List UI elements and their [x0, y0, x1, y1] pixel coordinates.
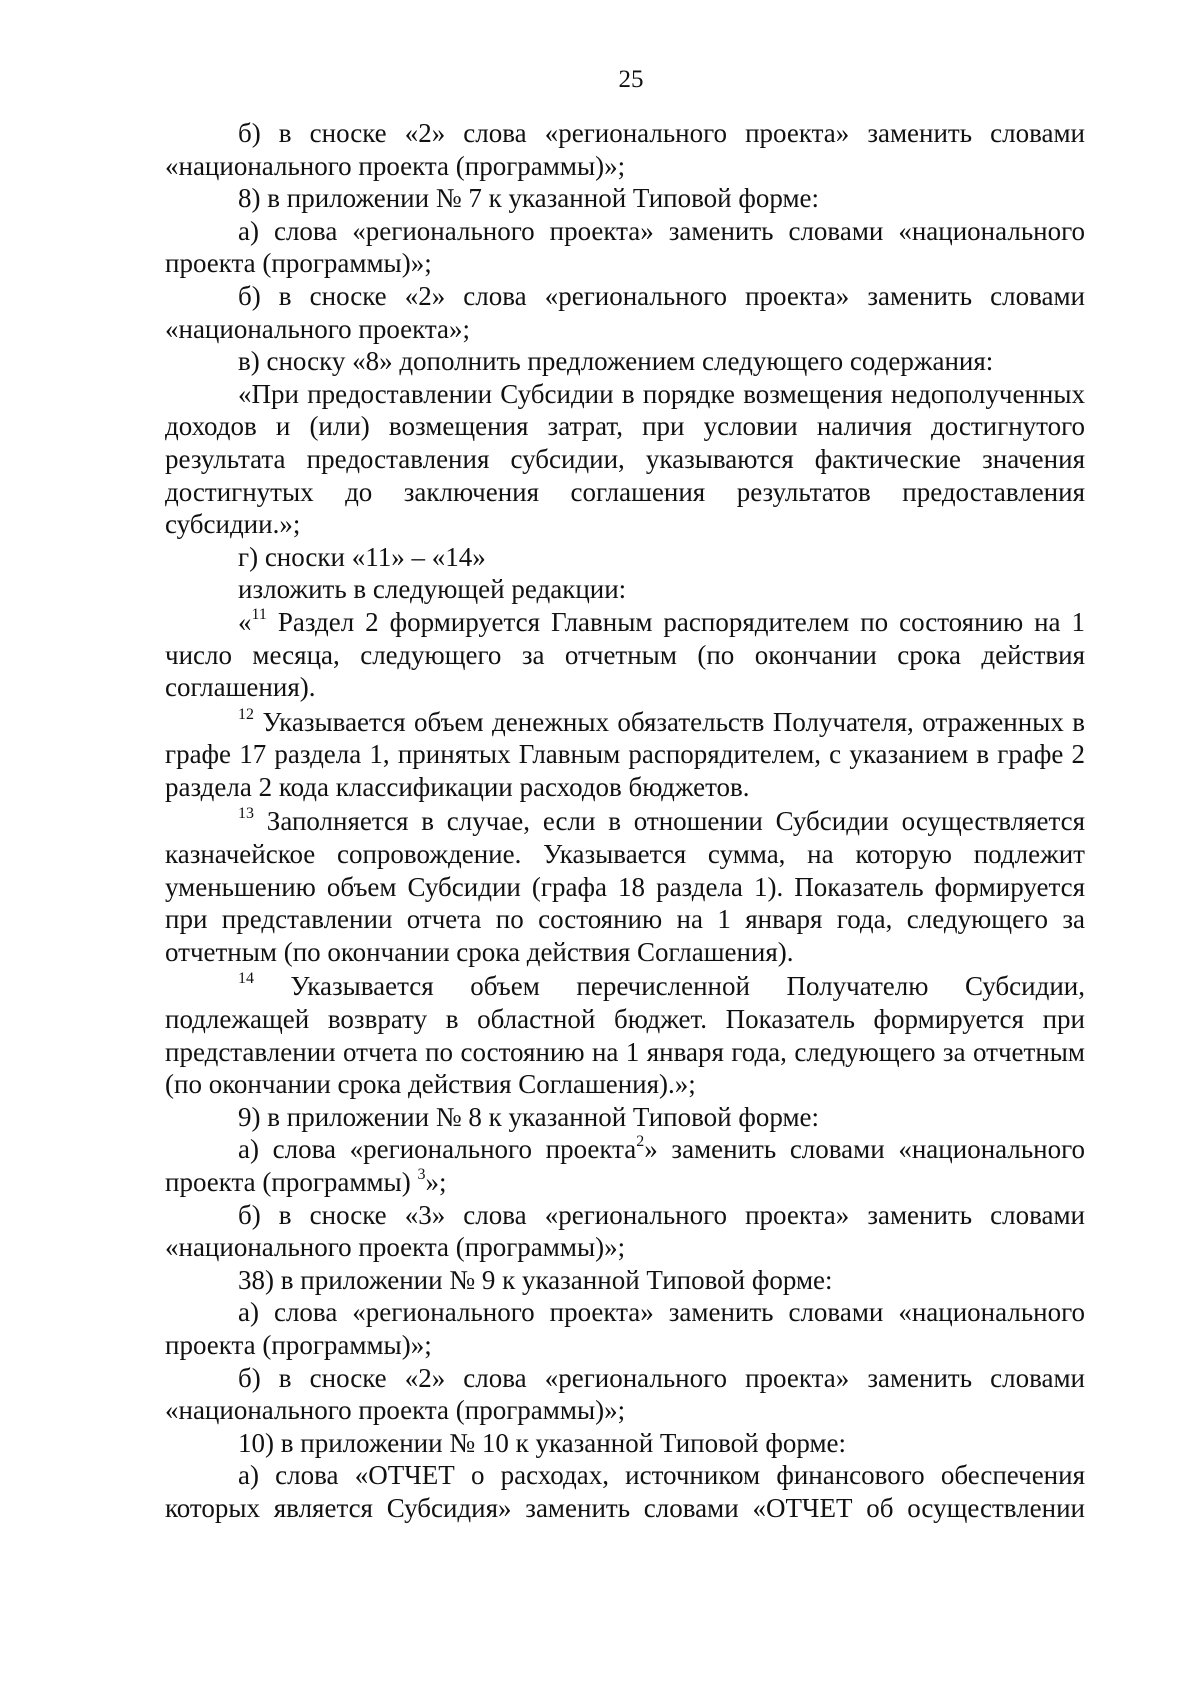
paragraph-text: а) слова «регионального проекта» заменить словами «национального проекта (программы)»;: [165, 1297, 1085, 1360]
paragraph-text: Указывается объем денежных обязательств Получателя, отраженных в графе 17 раздела 1, принятых Главным распорядителем, с указанием в графе 2 раздела 2 кода классификации расходов бюджетов.: [165, 706, 1085, 802]
paragraph-text: а) слова «регионального проекта: [238, 1134, 637, 1165]
footnote-marker: 3: [417, 1166, 426, 1183]
paragraph-text: 38) в приложении № 9 к указанной Типовой форме:: [238, 1264, 833, 1295]
paragraph: [165, 541, 1085, 574]
paragraph: [165, 1296, 1085, 1361]
paragraph-text: »;: [425, 1167, 447, 1197]
paragraph-text: 8) в приложении № 7 к указанной Типовой форме:: [238, 183, 820, 214]
paragraph: [165, 1133, 1085, 1198]
paragraph: [165, 573, 1085, 606]
paragraph-text: а) слова «ОТЧЕТ о расходах, источником финансового обеспечения которых является Субсидия» заменить словами «ОТЧЕТ об осуществлении: [165, 1460, 1085, 1523]
paragraph: [165, 1427, 1085, 1460]
footnote-number: 12: [238, 705, 254, 723]
paragraph: [165, 1362, 1085, 1427]
paragraph: [165, 1459, 1085, 1524]
paragraph: [165, 280, 1085, 345]
paragraph: [165, 117, 1085, 182]
footnote-number: 14: [238, 970, 254, 988]
paragraph-text: Заполняется в случае, если в отношении Субсидии осуществляется казначейское сопровождение. Указывается сумма, на которую подлежит уменьшению объем Субсидии (графа 18 раздела 1). Показатель формируется при представлении отчета по состоянию на 1 января года, следующего за отчетным (по окончании срока действия Соглашения).: [165, 806, 1085, 967]
footnote-paragraph: [165, 970, 1085, 1100]
document-body: [165, 117, 1085, 1525]
paragraph-text: Указывается объем перечисленной Получателю Субсидии, подлежащей возврату в областной бюджет. Показатель формируется при представлении отчета по состоянию на 1 января года, следующего за отчетным (по окончании срока действия Соглашения).»;: [165, 971, 1085, 1100]
footnote-paragraph: [165, 805, 1085, 968]
paragraph: [165, 182, 1085, 215]
paragraph: [165, 378, 1085, 541]
paragraph-text: б) в сноске «2» слова «регионального проекта» заменить словами «национального проекта (программы)»;: [165, 118, 1085, 181]
footnote-paragraph: [165, 706, 1085, 804]
paragraph-text: а) слова «регионального проекта» заменить словами «национального проекта (программы)»;: [165, 215, 1085, 279]
footnote-number: 11: [251, 605, 267, 623]
paragraph: [165, 1199, 1085, 1264]
footnote-number: 13: [238, 805, 254, 823]
paragraph: [165, 345, 1085, 378]
paragraph-text: г) сноски «11» – «14»: [238, 541, 486, 572]
paragraph-text: » заменить словами «национального проекта (программы): [165, 1134, 1085, 1197]
paragraph-text: 9) в приложении № 8 к указанной Типовой форме:: [238, 1101, 820, 1132]
paragraph-text: б) в сноске «2» слова «регионального проекта» заменить словами «национального проекта (программы)»;: [165, 1362, 1085, 1426]
paragraph-text: 10) в приложении № 10 к указанной Типовой форме:: [238, 1427, 847, 1458]
page-number: 25: [618, 66, 644, 93]
paragraph: [165, 215, 1085, 280]
paragraph-text: Раздел 2 формируется Главным распорядителем по состоянию на 1 число месяца, следующего за отчетным (по окончании срока действия соглашения).: [165, 606, 1085, 703]
paragraph-text: в) сноску «8» дополнить предложением следующего содержания:: [238, 346, 994, 377]
paragraph-text: б) в сноске «2» слова «регионального проекта» заменить словами «национального проекта»;: [165, 280, 1085, 344]
footnote-marker: 2: [636, 1133, 645, 1151]
footnote-paragraph: [165, 606, 1085, 704]
opening-quote: «: [238, 606, 252, 637]
paragraph-text: изложить в следующей редакции:: [238, 574, 627, 605]
paragraph-text: «При предоставлении Субсидии в порядке возмещения недополученных доходов и (или) возмещения затрат, при условии наличия достигнутого результата предоставления субсидии, указываются фактические значения достигнутых до заключения соглашения результатов предоставления субсидии.»;: [165, 378, 1085, 540]
paragraph: [165, 1101, 1085, 1134]
paragraph: [165, 1264, 1085, 1297]
paragraph-text: б) в сноске «3» слова «регионального проекта» заменить словами «национального проекта (программы)»;: [165, 1199, 1085, 1263]
